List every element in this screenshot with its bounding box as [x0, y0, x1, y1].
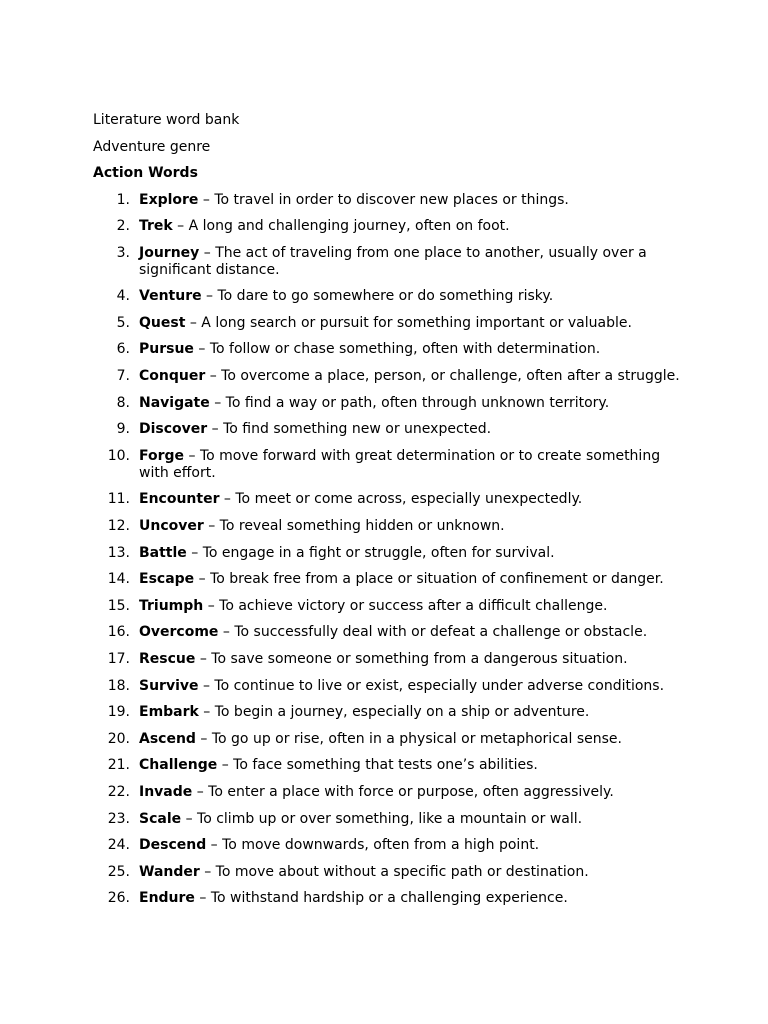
list-item: [93, 545, 683, 562]
list-item-number: 9.: [116, 421, 130, 438]
list-item-number: 22.: [107, 783, 130, 800]
list-item: [93, 421, 683, 438]
word-definition: – To move forward with great determination or to create something with effort.: [139, 447, 661, 481]
list-item-number: 5.: [116, 314, 130, 331]
word-definition: – To follow or chase something, often with determination.: [193, 341, 601, 358]
list-item-number: 4.: [116, 288, 130, 305]
list-item-number: 19.: [107, 704, 130, 721]
word-term: Invade: [139, 783, 193, 800]
word-term: Explore: [139, 191, 199, 208]
word-definition: – To meet or come across, especially unexpectedly.: [219, 491, 583, 508]
list-item: [93, 448, 683, 482]
list-item-number: 18.: [107, 677, 130, 694]
list-item-number: 10.: [107, 447, 130, 464]
word-term: Triumph: [139, 597, 204, 614]
list-item-number: 20.: [107, 730, 130, 747]
word-definition: – To overcome a place, person, or challenge, often after a struggle.: [205, 368, 680, 385]
list-item-number: 16.: [107, 624, 130, 641]
list-item: [93, 731, 683, 748]
word-term: Endure: [139, 890, 195, 907]
list-item: [93, 245, 683, 279]
word-term: Navigate: [139, 394, 210, 411]
word-term: Quest: [139, 314, 186, 331]
list-item: [93, 218, 683, 235]
word-term: Uncover: [139, 518, 204, 535]
word-definition: – To successfully deal with or defeat a challenge or obstacle.: [218, 624, 648, 641]
list-item: [93, 678, 683, 695]
word-definition: – To continue to live or exist, especially under adverse conditions.: [198, 677, 665, 694]
list-item: [93, 704, 683, 721]
word-term: Pursue: [139, 341, 194, 358]
word-term: Wander: [139, 863, 200, 880]
list-item: [93, 491, 683, 508]
word-term: Journey: [139, 244, 200, 261]
document-page: [93, 112, 683, 917]
word-definition: – To find something new or unexpected.: [207, 421, 492, 438]
list-item: [93, 192, 683, 209]
word-term: Battle: [139, 544, 187, 561]
word-term: Embark: [139, 704, 199, 721]
list-item: [93, 624, 683, 641]
word-definition: – To dare to go somewhere or do something risky.: [201, 288, 554, 305]
word-definition: – To save someone or something from a dangerous situation.: [195, 651, 628, 667]
list-item: [93, 571, 683, 588]
list-item: [93, 784, 683, 801]
list-item: [93, 837, 683, 854]
word-term: Scale: [139, 810, 182, 827]
section-heading: Action Words: [93, 165, 198, 181]
list-item: [93, 518, 683, 535]
word-term: Descend: [139, 837, 207, 854]
list-item-number: 21.: [107, 757, 130, 774]
word-term: Conquer: [139, 368, 206, 385]
word-definition: – To travel in order to discover new places or things.: [198, 191, 569, 208]
list-item: [93, 341, 683, 358]
word-term: Trek: [139, 218, 173, 235]
word-definition: – To climb up or over something, like a mountain or wall.: [181, 810, 583, 827]
word-term: Venture: [139, 288, 202, 305]
word-term: Encounter: [139, 491, 220, 508]
list-item: [93, 651, 683, 668]
word-definition: – To face something that tests one’s abilities.: [217, 757, 538, 774]
list-item-number: 26.: [107, 890, 130, 907]
word-definition: – To achieve victory or success after a difficult challenge.: [203, 597, 608, 614]
word-definition: – To move downwards, often from a high point.: [206, 837, 540, 854]
list-item: [93, 598, 683, 615]
word-definition: – To begin a journey, especially on a ship or adventure.: [198, 704, 590, 721]
list-item-number: 15.: [107, 597, 130, 614]
word-definition: – A long search or pursuit for something important or valuable.: [185, 314, 632, 331]
list-item: [93, 811, 683, 828]
word-term: Challenge: [139, 757, 218, 774]
list-item-number: 2.: [116, 218, 130, 235]
list-item-number: 12.: [107, 518, 130, 535]
word-definition: – The act of traveling from one place to another, usually over a significant distance.: [139, 244, 647, 278]
list-item-number: 14.: [107, 571, 130, 588]
list-item: [93, 890, 683, 907]
word-term: Ascend: [139, 730, 196, 747]
list-item-number: 7.: [116, 368, 130, 385]
word-definition: – To move about without a specific path or destination.: [199, 863, 589, 880]
word-definition: – To find a way or path, often through unknown territory.: [209, 394, 610, 411]
list-item-number: 13.: [107, 544, 130, 561]
list-item-number: 17.: [107, 651, 130, 667]
list-item-number: 8.: [116, 394, 130, 411]
list-item-number: 3.: [116, 244, 130, 261]
word-term: Discover: [139, 421, 208, 438]
word-definition: – To reveal something hidden or unknown.: [203, 518, 505, 535]
list-item-number: 25.: [107, 863, 130, 880]
list-item-number: 1.: [116, 191, 130, 208]
list-item-number: 6.: [116, 341, 130, 358]
word-term: Escape: [139, 571, 195, 588]
list-item-number: 23.: [107, 810, 130, 827]
list-item-number: 11.: [107, 491, 130, 508]
word-term: Overcome: [139, 624, 219, 641]
word-list: [93, 192, 683, 908]
word-definition: – To break free from a place or situation of confinement or danger.: [194, 571, 664, 588]
list-item: [93, 757, 683, 774]
document-title: Literature word bank: [93, 112, 240, 128]
word-term: Forge: [139, 447, 185, 464]
word-definition: – To enter a place with force or purpose, often aggressively.: [192, 783, 614, 800]
word-definition: – To go up or rise, often in a physical or metaphorical sense.: [195, 730, 622, 747]
list-item: [93, 864, 683, 881]
list-item: [93, 368, 683, 385]
word-definition: – To withstand hardship or a challenging experience.: [194, 890, 568, 907]
word-term: Survive: [139, 677, 199, 694]
word-term: Rescue: [139, 651, 196, 667]
list-item-number: 24.: [107, 837, 130, 854]
genre-label: Adventure genre: [93, 138, 211, 155]
list-item: [93, 315, 683, 332]
list-item: [93, 288, 683, 305]
list-item: [93, 395, 683, 412]
word-definition: – To engage in a fight or struggle, often for survival.: [186, 544, 555, 561]
word-definition: – A long and challenging journey, often on foot.: [172, 218, 510, 235]
